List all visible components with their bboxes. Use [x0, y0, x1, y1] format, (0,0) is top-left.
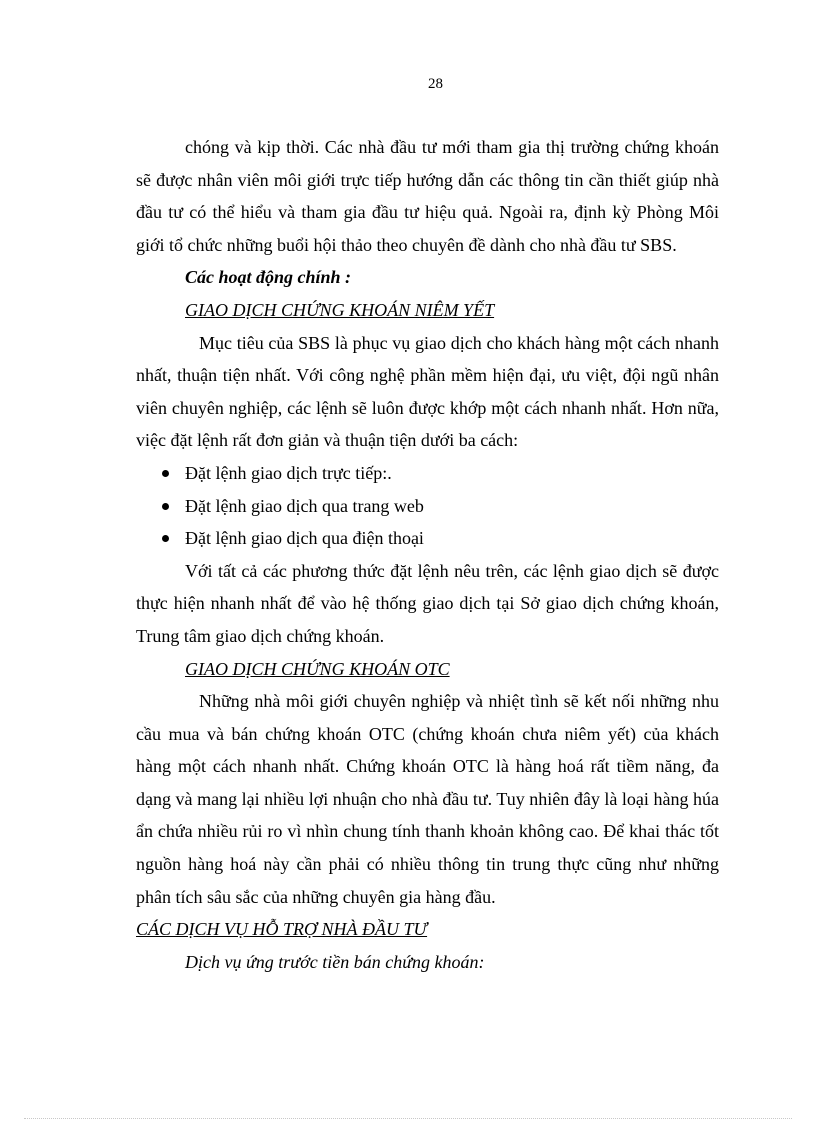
heading-main-activities: Các hoạt động chính :	[185, 267, 352, 288]
heading-listed-trading: GIAO DỊCH CHỨNG KHOÁN NIÊM YẾT	[185, 299, 495, 320]
list-item-text: Đặt lệnh giao dịch trực tiếp:.	[185, 462, 392, 483]
list-item	[136, 490, 719, 523]
list-item	[136, 457, 719, 490]
list-item	[136, 522, 719, 555]
heading-advance-payment: Dịch vụ ứng trước tiền bán chứng khoán:	[185, 951, 485, 972]
list-item-text: Đặt lệnh giao dịch qua điện thoại	[185, 528, 424, 549]
heading-otc-trading: GIAO DỊCH CHỨNG KHOÁN OTC	[185, 658, 450, 679]
paragraph-otc-trading: Những nhà môi giới chuyên nghiệp và nhiệt tình sẽ kết nối những nhu cầu mua và bán chứng khoán OTC (chứng khoán chưa niêm yết) của khách hàng một cách nhanh nhất. Chứng khoán OTC là hàng hoá rất tiềm năng, đa dạng và mang lại nhiều lợi nhuận cho nhà đầu tư. Tuy nhiên đây là loại hàng húa ẩn chứa nhiều rủi ro vì nhìn chung tính thanh khoản không cao. Để khai thác tốt nguồn hàng hoá này cần phải có nhiều thông tin trung thực cũng như những phân tích sâu sắc của những chuyên gia hàng đầu.	[136, 691, 719, 907]
paragraph-order-methods: Với tất cả các phương thức đặt lệnh nêu trên, các lệnh giao dịch sẽ được thực hiện nhanh nhất để vào hệ thống giao dịch tại Sở giao dịch chứng khoán, Trung tâm giao dịch chứng khoán.	[136, 560, 719, 646]
bullet-icon	[162, 470, 169, 477]
heading-investor-support: CÁC DỊCH VỤ HỖ TRỢ NHÀ ĐẦU TƯ	[136, 919, 428, 940]
page-number: 28	[428, 76, 443, 92]
order-methods-list	[136, 457, 719, 555]
document-body	[136, 131, 719, 978]
bullet-icon	[162, 535, 169, 542]
paragraph-listed-trading: Mục tiêu của SBS là phục vụ giao dịch cho khách hàng một cách nhanh nhất, thuận tiện nhất. Với công nghệ phần mềm hiện đại, ưu việt, đội ngũ nhân viên chuyên nghiệp, các lệnh sẽ luôn được khớp một cách nhanh nhất. Hơn nữa, việc đặt lệnh rất đơn giản và thuận tiện dưới ba cách:	[136, 332, 719, 451]
list-item-text: Đặt lệnh giao dịch qua trang web	[185, 495, 424, 516]
footer-divider	[24, 1118, 792, 1119]
paragraph-intro: chóng và kịp thời. Các nhà đầu tư mới tham gia thị trường chứng khoán sẽ được nhân viên môi giới trực tiếp hướng dẫn các thông tin cần thiết giúp nhà đầu tư có thể hiểu và tham gia đầu tư hiệu quả. Ngoài ra, định kỳ Phòng Môi giới tổ chức những buổi hội thảo theo chuyên đề dành cho nhà đầu tư SBS.	[136, 137, 719, 255]
bullet-icon	[162, 503, 169, 510]
